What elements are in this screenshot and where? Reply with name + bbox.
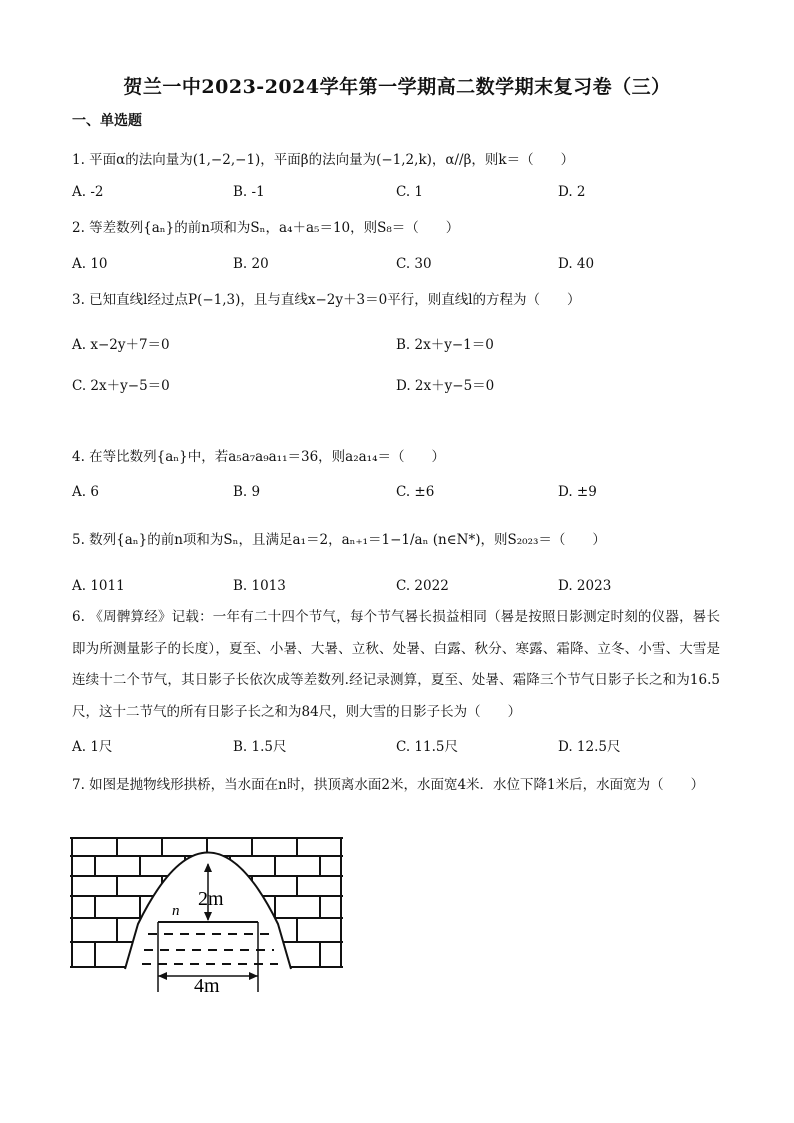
q1-option-c: C. 1 [396, 184, 424, 200]
q2-option-c: C. 30 [396, 256, 432, 272]
water-level-label: n [172, 903, 180, 919]
q3-option-d: D. 2x＋y−5＝0 [396, 378, 495, 394]
q6-option-c: C. 11.5尺 [396, 739, 458, 755]
q3-option-b: B. 2x＋y−1＝0 [396, 337, 494, 353]
arrow-left-icon [158, 972, 167, 980]
section-heading: 一、单选题 [72, 113, 142, 129]
question-6: 6. 《周髀算经》记载：一年有二十四个节气，每个节气晷长损益相同（晷是按照日影测定时刻的仪器，晷长即为所测量影子的长度），夏至、小暑、大暑、立秋、处暑、白露、秋分、寒露、霜降、立冬、小雪、大雪是连续十二个节气，其日影子长依次成等差数列.经记录测算，夏至、处暑、霜降三个节气日影子长之和为16.5尺，这十二节气的所有日影子长之和为84尺，则大雪的日影子长为（ ） [72, 609, 720, 720]
arrow-right-icon [249, 972, 258, 980]
q6-option-a: A. 1尺 [72, 739, 113, 755]
q1-option-d: D. 2 [558, 184, 586, 200]
q5-option-d: D. 2023 [558, 578, 612, 594]
q6-option-b: B. 1.5尺 [233, 739, 287, 755]
q4-option-c: C. ±6 [396, 484, 435, 500]
q3-option-c: C. 2x＋y−5＝0 [72, 378, 170, 394]
arrow-down-icon [204, 912, 212, 921]
q5-option-c: C. 2022 [396, 578, 449, 594]
question-4: 4. 在等比数列{aₙ}中，若a₅a₇a₉a₁₁＝36，则a₂a₁₄＝（ ） [72, 449, 446, 465]
q4-option-d: D. ±9 [558, 484, 597, 500]
q3-option-a: A. x−2y＋7＝0 [72, 337, 170, 353]
page-title: 贺兰一中2023-2024学年第一学期高二数学期末复习卷（三） [123, 76, 671, 98]
q1-option-a: A. -2 [72, 184, 104, 200]
arch-bridge-figure [70, 836, 350, 994]
question-3: 3. 已知直线l经过点P(−1,3)，且与直线x−2y＋3＝0平行，则直线l的方程为（ ） [72, 292, 581, 308]
question-1: 1. 平面α的法向量为(1,−2,−1)，平面β的法向量为(−1,2,k)，α//β，则k＝（ ） [72, 152, 575, 168]
q2-option-a: A. 10 [72, 256, 108, 272]
arrow-up-icon [204, 863, 212, 872]
q4-option-a: A. 6 [72, 484, 99, 500]
q2-option-d: D. 40 [558, 256, 595, 272]
question-2: 2. 等差数列{aₙ}的前n项和为Sₙ，a₄＋a₅＝10，则S₈＝（ ） [72, 220, 460, 236]
q5-option-b: B. 1013 [233, 578, 286, 594]
height-label: 2m [198, 888, 224, 910]
question-5: 5. 数列{aₙ}的前n项和为Sₙ，且满足a₁＝2，aₙ₊₁＝1−1/aₙ (n∈N*)，则S₂₀₂₃＝（ ） [72, 532, 606, 548]
q2-option-b: B. 20 [233, 256, 269, 272]
width-label: 4m [194, 975, 220, 994]
q1-option-b: B. -1 [233, 184, 265, 200]
question-7: 7. 如图是抛物线形拱桥，当水面在n时，拱顶离水面2米，水面宽4米．水位下降1米后，水面宽为（ ） [72, 777, 705, 793]
q6-option-d: D. 12.5尺 [558, 739, 621, 755]
q5-option-a: A. 1011 [72, 578, 125, 594]
q4-option-b: B. 9 [233, 484, 261, 500]
